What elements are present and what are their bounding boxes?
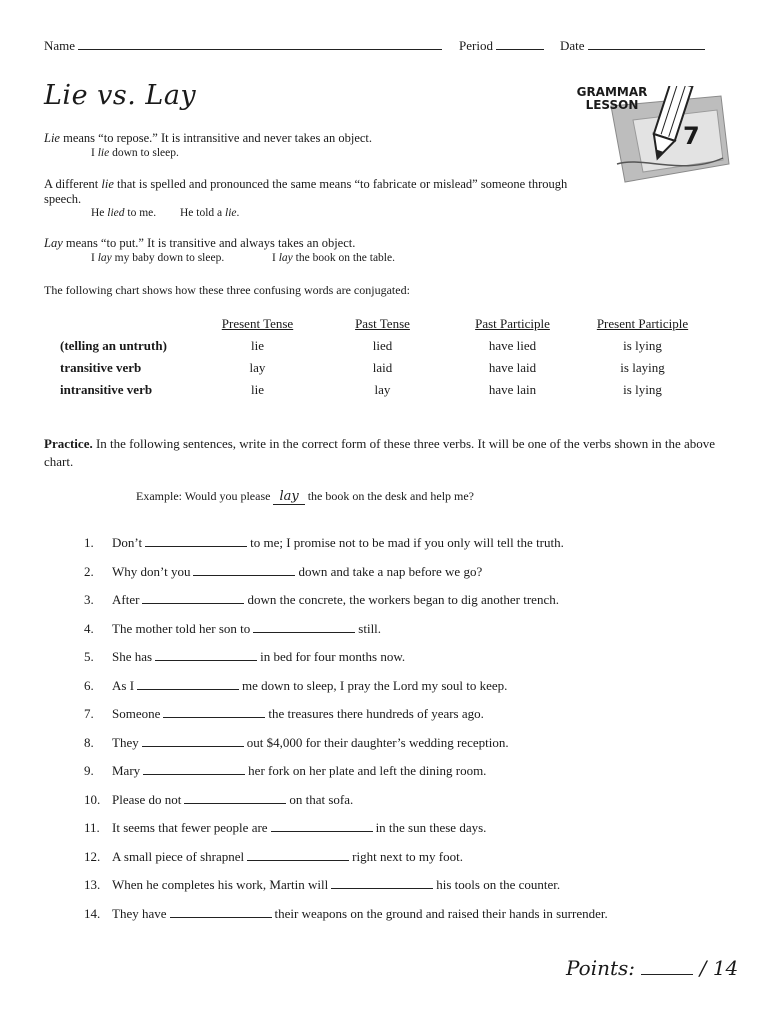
table-cell: lie xyxy=(251,338,264,353)
example-sentence xyxy=(136,489,474,505)
period-field[interactable] xyxy=(459,38,544,54)
example-pre: Example: Would you please xyxy=(136,489,274,503)
example-text: . xyxy=(236,207,240,219)
points-label: Points: xyxy=(566,956,636,980)
example-text: I xyxy=(91,252,98,264)
name-blank[interactable] xyxy=(78,38,442,50)
question-post: their weapons on the ground and raised their hands in surrender. xyxy=(274,905,608,921)
badge-number: 7 xyxy=(683,122,700,150)
points-blank[interactable] xyxy=(641,960,693,975)
badge-line2: LESSON xyxy=(585,98,639,112)
period-label: Period xyxy=(459,38,493,53)
list-item xyxy=(84,620,608,649)
answer-blank[interactable] xyxy=(142,593,244,604)
answer-blank[interactable] xyxy=(193,565,295,576)
list-item xyxy=(84,563,608,592)
example-told-lie xyxy=(180,207,239,219)
name-label: Name xyxy=(44,38,76,53)
question-pre: Mary xyxy=(112,763,141,778)
answer-blank[interactable] xyxy=(155,650,257,661)
table-cell: have laid xyxy=(488,360,537,375)
question-number: 3. xyxy=(84,592,94,607)
example-word: lay xyxy=(97,252,112,264)
example-word: lied xyxy=(107,207,125,219)
example-word: lie xyxy=(97,147,110,159)
question-post: down the concrete, the workers began to dig another trench. xyxy=(247,592,559,607)
date-blank[interactable] xyxy=(588,38,705,50)
question-number: 9. xyxy=(84,763,94,778)
chart-intro: The following chart shows how these three confusing words are conjugated: xyxy=(44,283,410,297)
table-cell: is lying xyxy=(623,338,662,353)
question-pre: When he completes his work, Martin will xyxy=(112,877,329,892)
question-number: 6. xyxy=(84,677,94,693)
question-number: 8. xyxy=(84,734,94,750)
term-lie: Lie xyxy=(44,131,60,145)
question-pre: A small piece of shrapnel xyxy=(112,848,245,864)
definition-text: that is spelled and pronounced the same means “to fabricate or mislead” someone through speech. xyxy=(44,177,568,206)
question-post: still. xyxy=(358,620,382,636)
question-pre: Please do not xyxy=(112,791,182,807)
answer-blank[interactable] xyxy=(170,907,272,918)
example-lay-baby xyxy=(91,252,224,264)
question-post: me down to sleep, I pray the Lord my soul to keep. xyxy=(242,677,508,693)
question-pre: Why don’t you xyxy=(112,563,191,579)
question-pre: She has xyxy=(112,649,153,664)
list-item xyxy=(84,705,608,734)
table-header-empty xyxy=(60,313,210,335)
example-word: lie xyxy=(225,207,237,219)
definition-text: A different xyxy=(44,177,102,191)
question-pre: Don’t xyxy=(112,535,143,550)
list-item xyxy=(84,762,608,791)
practice-text: In the following sentences, write in the correct form of these three verbs. It will be one of the verbs shown in the above chart. xyxy=(44,436,716,469)
table-header: Past Tense xyxy=(355,316,410,331)
example-text: He told a xyxy=(180,207,226,219)
list-item xyxy=(84,677,608,706)
answer-blank[interactable] xyxy=(331,878,433,889)
question-number: 2. xyxy=(84,563,94,579)
question-post: in the sun these days. xyxy=(375,820,487,835)
table-cell: lied xyxy=(372,338,393,353)
question-list xyxy=(84,534,608,933)
question-number: 14. xyxy=(84,905,101,921)
table-cell: lay xyxy=(374,382,391,397)
table-row xyxy=(60,379,720,401)
list-item xyxy=(84,734,608,763)
badge-line1: GRAMMAR xyxy=(576,85,648,99)
question-pre: They xyxy=(112,734,139,750)
list-item xyxy=(84,648,608,677)
name-field[interactable] xyxy=(44,38,442,54)
example-text: He xyxy=(91,207,108,219)
example-word: lay xyxy=(278,252,293,264)
question-pre: The mother told her son to xyxy=(112,620,251,636)
answer-blank[interactable] xyxy=(143,764,245,775)
example-text: down to sleep. xyxy=(109,147,179,159)
table-header: Present Tense xyxy=(221,316,294,331)
question-post: to me; I promise not to be mad if you only will tell the truth. xyxy=(250,535,564,550)
example-text: to me. xyxy=(124,207,157,219)
row-label: intransitive verb xyxy=(60,382,153,397)
definition-lay xyxy=(44,236,564,251)
list-item xyxy=(84,819,608,848)
definition-lie-fabricate xyxy=(44,177,574,207)
practice-label: Practice. xyxy=(44,436,93,451)
example-lay-book xyxy=(272,252,395,264)
question-number: 12. xyxy=(84,848,101,864)
example-text: my baby down to sleep. xyxy=(111,252,225,264)
definition-lie-repose xyxy=(44,131,544,146)
question-number: 10. xyxy=(84,791,101,807)
row-label: (telling an untruth) xyxy=(60,338,167,353)
question-number: 7. xyxy=(84,706,94,721)
answer-blank[interactable] xyxy=(253,622,355,633)
table-cell: laid xyxy=(372,360,393,375)
points-score xyxy=(566,956,738,980)
question-pre: After xyxy=(112,592,140,607)
question-number: 1. xyxy=(84,535,94,550)
list-item xyxy=(84,534,608,563)
list-item xyxy=(84,791,608,820)
question-pre: They have xyxy=(112,905,167,921)
question-post: her fork on her plate and left the dining room. xyxy=(248,763,487,778)
list-item xyxy=(84,905,608,934)
term-lie: lie xyxy=(101,177,114,191)
question-number: 4. xyxy=(84,620,94,636)
definition-text: means “to repose.” It is intransitive and never takes an object. xyxy=(59,131,373,145)
table-cell: lay xyxy=(249,360,266,375)
question-post: right next to my foot. xyxy=(352,848,463,864)
example-lie-repose xyxy=(91,147,179,159)
answer-blank[interactable] xyxy=(184,793,286,804)
question-number: 11. xyxy=(84,820,100,835)
table-cell: is lying xyxy=(623,382,662,397)
answer-blank[interactable] xyxy=(271,821,373,832)
period-blank[interactable] xyxy=(496,38,544,50)
list-item xyxy=(84,591,608,620)
table-header: Past Participle xyxy=(475,316,550,331)
badge-label xyxy=(573,86,651,112)
question-number: 13. xyxy=(84,877,101,892)
table-cell: have lain xyxy=(488,382,537,397)
page-title: Lie vs. Lay xyxy=(44,80,197,111)
table-header: Present Participle xyxy=(596,316,689,331)
answer-blank[interactable] xyxy=(247,850,349,861)
question-pre: It seems that fewer people are xyxy=(112,820,268,835)
row-label: transitive verb xyxy=(60,360,142,375)
table-row xyxy=(60,335,720,357)
question-post: in bed for four months now. xyxy=(260,649,406,664)
definition-text: means “to put.” It is transitive and always takes an object. xyxy=(62,236,356,250)
question-pre: As I xyxy=(112,677,135,693)
list-item xyxy=(84,876,608,905)
example-answer: lay xyxy=(279,489,299,504)
term-lay: Lay xyxy=(44,236,63,250)
date-field[interactable] xyxy=(560,38,705,54)
answer-blank[interactable] xyxy=(163,707,265,718)
question-number: 5. xyxy=(84,649,94,664)
question-post: the treasures there hundreds of years ago. xyxy=(268,706,484,721)
example-lied xyxy=(91,207,156,219)
example-text: I xyxy=(91,147,98,159)
example-text: I xyxy=(272,252,279,264)
list-item xyxy=(84,848,608,877)
question-post: out $4,000 for their daughter’s wedding reception. xyxy=(246,734,509,750)
question-post: down and take a nap before we go? xyxy=(298,563,483,579)
example-text: the book on the table. xyxy=(292,252,395,264)
answer-blank[interactable] xyxy=(137,679,239,690)
date-label: Date xyxy=(560,38,585,53)
question-pre: Someone xyxy=(112,706,161,721)
table-row xyxy=(60,357,720,379)
example-post: the book on the desk and help me? xyxy=(304,489,475,503)
answer-blank[interactable] xyxy=(145,536,247,547)
table-header-row xyxy=(60,313,720,335)
practice-instructions xyxy=(44,435,724,471)
table-cell: have lied xyxy=(488,338,537,353)
table-cell: lie xyxy=(251,382,264,397)
table-cell: is laying xyxy=(620,360,665,375)
example-answer-blank xyxy=(273,489,304,505)
conjugation-table xyxy=(60,313,720,401)
question-post: on that sofa. xyxy=(289,791,354,807)
grammar-lesson-badge xyxy=(573,86,733,186)
question-post: his tools on the counter. xyxy=(436,877,561,892)
answer-blank[interactable] xyxy=(142,736,244,747)
points-total: / 14 xyxy=(699,956,739,980)
